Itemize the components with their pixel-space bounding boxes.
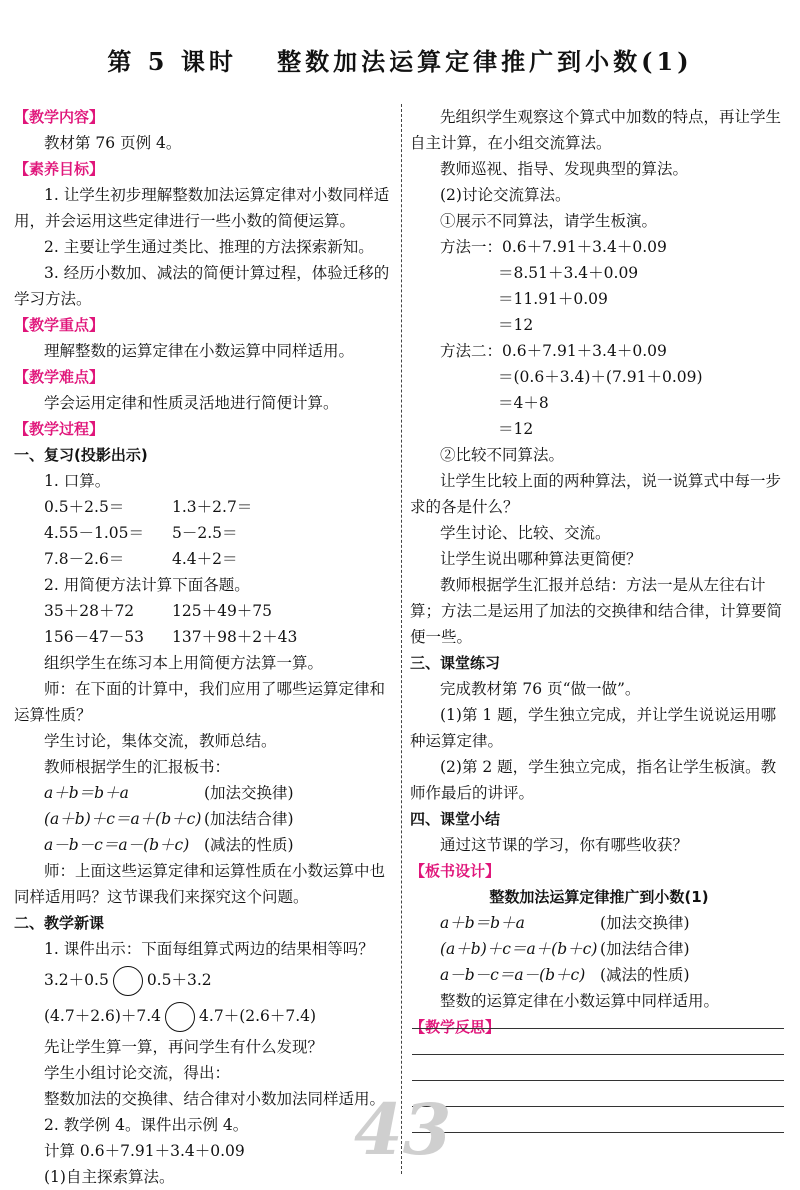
blank-circle — [165, 1002, 195, 1032]
blank-circle — [113, 966, 143, 996]
method-2-line: ＝12 — [498, 420, 534, 438]
law-row: a＋b＝b＋a (加法交换律) — [44, 784, 294, 802]
goal-1: 1. 让学生初步理解整数加法运算定律对小数同样适用，并会运用这些定律进行一些小数的简便运算。 — [14, 186, 390, 230]
simple-row: 156－47－53 137＋98＋2＋43 — [44, 628, 298, 646]
paragraph: (1)自主探索算法。 — [44, 1168, 175, 1186]
page-title: 第 5 课时 整数加法运算定律推广到小数(1) — [107, 47, 693, 76]
law-row: (a＋b)＋c＝a＋(b＋c) (加法结合律) — [44, 810, 294, 828]
board-note: 整数的运算定律在小数运算中同样适用。 — [440, 992, 720, 1010]
section-tag-difficulty: 【教学难点】 — [14, 368, 105, 386]
goal-3: 3. 经历小数加、减法的简便计算过程，体验迁移的学习方法。 — [14, 264, 390, 308]
compare-row-1: 3.2＋0.5 0.5＋3.2 — [14, 962, 394, 998]
paragraph: 教师根据学生汇报并总结：方法一是从左往右计算；方法二是运用了加法的交换律和结合律，计算要简便一些。 — [410, 576, 783, 646]
paragraph: 通过这节课的学习，你有哪些收获？ — [440, 836, 689, 854]
board-law-row: (a＋b)＋c＝a＋(b＋c) (加法结合律) — [440, 940, 690, 958]
page-number: 43 — [354, 1088, 452, 1171]
section-tag-reflection: 【教学反思】 — [410, 1018, 501, 1036]
content-text: 教材第 76 页例 4。 — [44, 134, 182, 152]
reflection-line — [412, 1132, 784, 1133]
key-point: 理解整数的运算定律在小数运算中同样适用。 — [44, 342, 355, 360]
compare-row-2: (4.7＋2.6)＋7.4 4.7＋(2.6＋7.4) — [14, 998, 394, 1034]
paragraph: 先组织学生观察这个算式中加数的特点，再让学生自主计算，在小组交流算法。 — [410, 108, 782, 152]
paragraph: 让学生比较上面的两种算法，说一说算式中每一步求的各是什么？ — [410, 472, 782, 516]
reflection-line — [412, 1080, 784, 1081]
paragraph: 学生讨论，集体交流，教师总结。 — [44, 732, 277, 750]
paragraph: 1. 课件出示：下面每组算式两边的结果相等吗？ — [44, 940, 374, 958]
section-tag-board: 【板书设计】 — [410, 862, 501, 880]
oral-row: 4.55－1.05＝ 5－2.5＝ — [44, 524, 238, 542]
paragraph: 学生讨论、比较、交流。 — [440, 524, 611, 542]
section-practice: 三、课堂练习 — [410, 654, 501, 672]
section-summary: 四、课堂小结 — [410, 810, 501, 828]
section-new-lesson: 二、教学新课 — [14, 914, 105, 932]
section-tag-goals: 【素养目标】 — [14, 160, 105, 178]
simple-row: 35＋28＋72 125＋49＋75 — [44, 602, 273, 620]
method-1-line: ＝8.51＋3.4＋0.09 — [498, 264, 639, 282]
paragraph: (1)第 1 题，学生独立完成，并让学生说说运用哪种运算定律。 — [410, 706, 777, 750]
board-law-row: a－b－c＝a－(b＋c) (减法的性质) — [440, 966, 690, 984]
oral-row: 7.8－2.6＝ 4.4＋2＝ — [44, 550, 238, 568]
paragraph: ②比较不同算法。 — [440, 446, 565, 464]
method-2-line: ＝(0.6＋3.4)＋(7.91＋0.09) — [498, 368, 703, 386]
section-tag-key: 【教学重点】 — [14, 316, 105, 334]
paragraph: 整数加法的交换律、结合律对小数加法同样适用。 — [44, 1090, 386, 1108]
paragraph: 教师根据学生的汇报板书： — [44, 758, 231, 776]
paragraph: 师：在下面的计算中，我们应用了哪些运算定律和运算性质？ — [14, 680, 386, 724]
paragraph: 师：上面这些运算定律和运算性质在小数运算中也同样适用吗？这节课我们来探究这个问题。 — [14, 862, 386, 906]
method-2-line: ＝4＋8 — [498, 394, 549, 412]
method-1-line: ＝12 — [498, 316, 534, 334]
paragraph: 先让学生算一算，再问学生有什么发现？ — [44, 1038, 324, 1056]
section-tag-content: 【教学内容】 — [14, 108, 105, 126]
reflection-line — [412, 1028, 784, 1029]
paragraph: 完成教材第 76 页“做一做”。 — [440, 680, 641, 698]
reflection-line — [412, 1054, 784, 1055]
paragraph: 教师巡视、指导、发现典型的算法。 — [440, 160, 689, 178]
paragraph: 2. 教学例 4。课件出示例 4。 — [44, 1116, 249, 1134]
board-law-row: a＋b＝b＋a (加法交换律) — [440, 914, 690, 932]
board-title: 整数加法运算定律推广到小数(1) — [489, 888, 709, 906]
method-1-line: ＝11.91＋0.09 — [498, 290, 608, 308]
method-1-line: 方法一：0.6＋7.91＋3.4＋0.09 — [440, 238, 667, 256]
paragraph: (2)第 2 题，学生独立完成，指名让学生板演。教师作最后的讲评。 — [410, 758, 777, 802]
left-column — [14, 104, 394, 1190]
goal-2: 2. 主要让学生通过类比、推理的方法探索新知。 — [44, 238, 374, 256]
right-column — [410, 104, 788, 1040]
paragraph: (2)讨论交流算法。 — [440, 186, 571, 204]
law-row: a－b－c＝a－(b＋c) (减法的性质) — [44, 836, 294, 854]
difficulty-point: 学会运用定律和性质灵活地进行简便计算。 — [44, 394, 339, 412]
method-2-line: 方法二：0.6＋7.91＋3.4＋0.09 — [440, 342, 667, 360]
oral-row: 0.5＋2.5＝ 1.3＋2.7＝ — [44, 498, 253, 516]
paragraph: 学生小组讨论交流，得出： — [44, 1064, 231, 1082]
column-divider — [401, 104, 402, 1174]
oral-heading: 1. 口算。 — [44, 472, 111, 490]
reflection-line — [412, 1106, 784, 1107]
section-review: 一、复习(投影出示) — [14, 446, 148, 464]
paragraph: 组织学生在练习本上用简便方法算一算。 — [44, 654, 324, 672]
paragraph: ①展示不同算法，请学生板演。 — [440, 212, 658, 230]
section-tag-process: 【教学过程】 — [14, 420, 105, 438]
paragraph: 计算 0.6＋7.91＋3.4＋0.09 — [44, 1142, 245, 1160]
simple-heading: 2. 用简便方法计算下面各题。 — [44, 576, 250, 594]
paragraph: 让学生说出哪种算法更简便？ — [440, 550, 642, 568]
